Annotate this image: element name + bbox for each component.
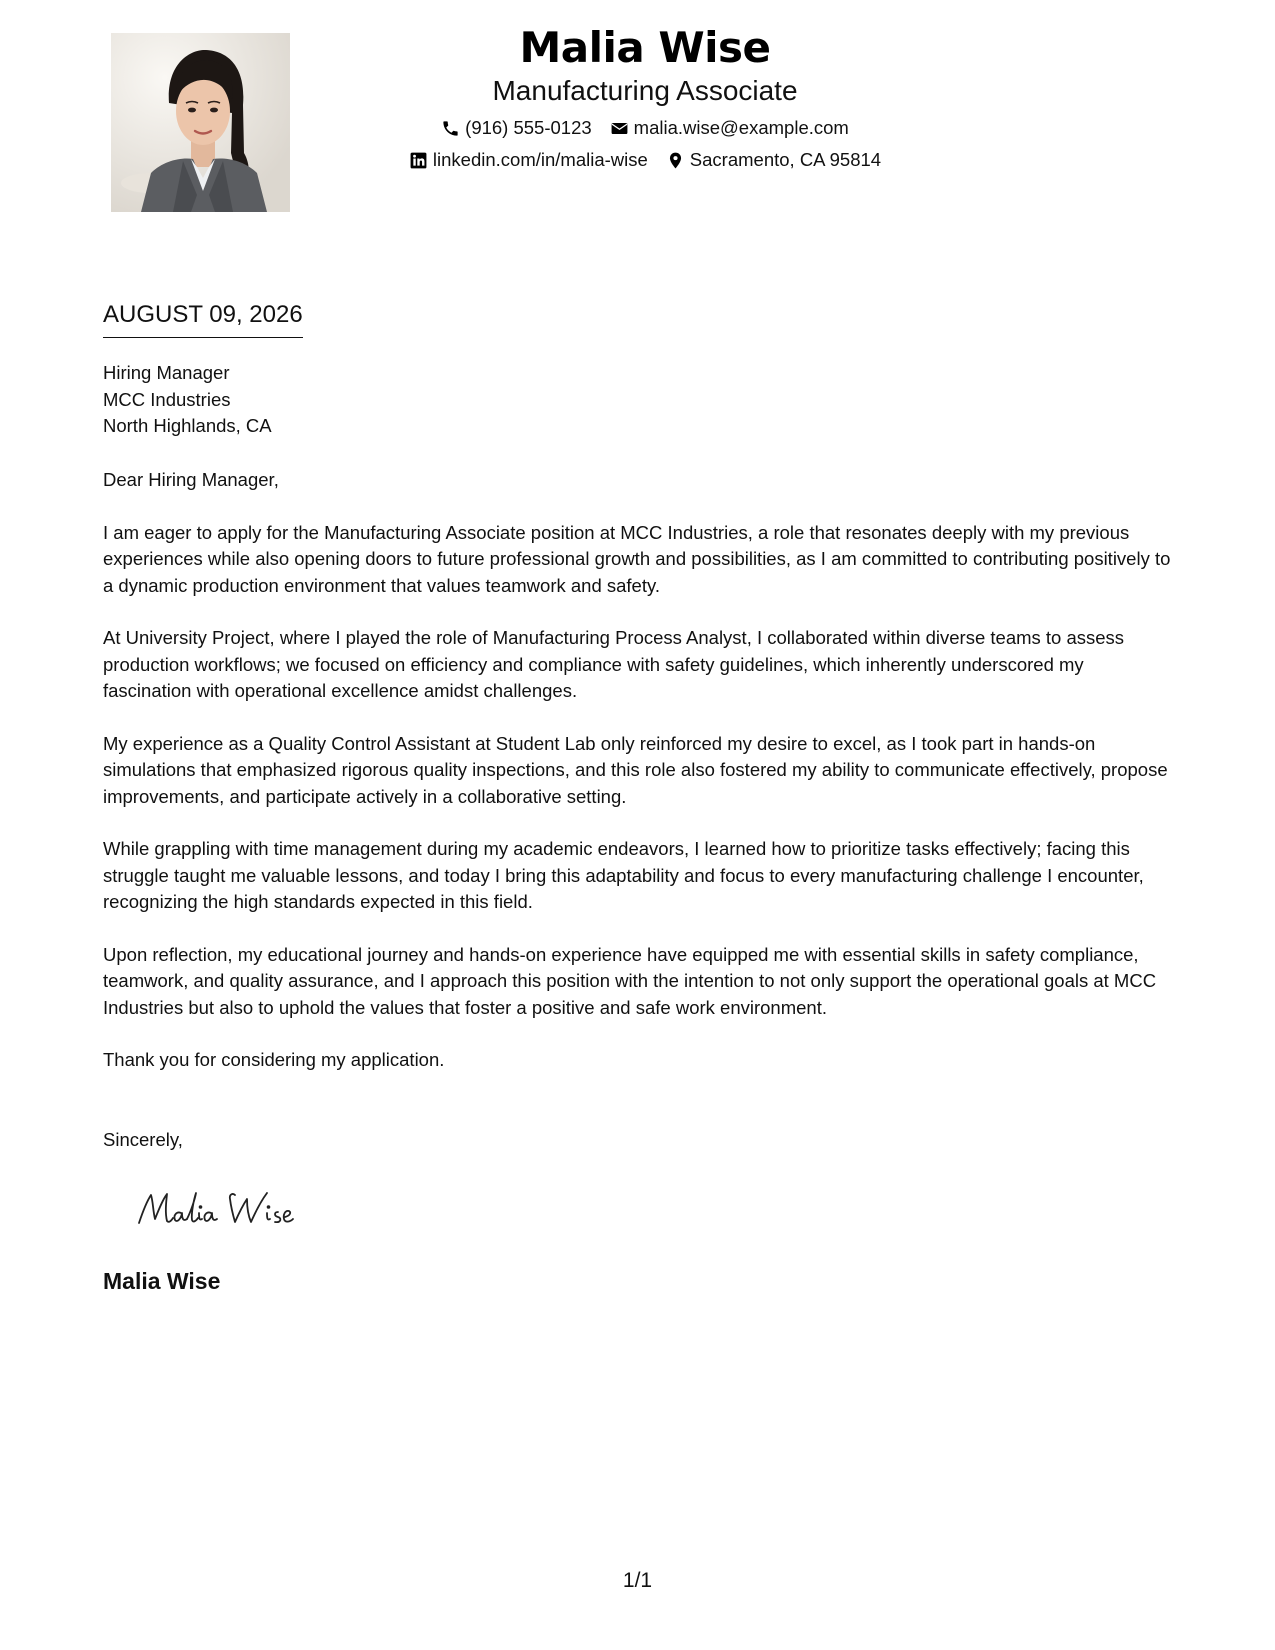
applicant-name: Malia Wise [519, 23, 771, 72]
page-number: 1/1 [622, 1569, 653, 1592]
linkedin-url[interactable]: linkedin.com/in/malia-wise [432, 149, 648, 170]
phone-icon [441, 119, 460, 138]
body-paragraph: While grappling with time management during my academic endeavors, I learned how to prioritize tasks effectively; facing this struggle taught me valuable lessons, and today I bring this adaptability and focus to every manufacturing challenge I encounter, recognizing the high standards expected in this field. [103, 838, 1144, 912]
recipient-company: MCC Industries [103, 388, 231, 410]
body-paragraph: Upon reflection, my educational journey and hands-on experience have equipped me with essential skills in safety compliance, teamwork, and quality assurance, and I approach this position with the intention to not only support the operational goals at MCC Industries but also to uphold the values that foster a positive and safe work environment. [103, 943, 1157, 1018]
recipient-location: North Highlands, CA [103, 415, 272, 436]
envelope-icon [610, 119, 629, 138]
linkedin-icon [409, 151, 428, 170]
contact-phone [441, 116, 592, 140]
body-paragraph: I am eager to apply for the Manufacturing Associate position at MCC Industries, a role that resonates deeply with my previous experiences while also opening doors to future professional growth and possibilities, as I am committed to contributing positively to a dynamic production environment that values teamwork and safety. [103, 521, 1171, 596]
salutation: Dear Hiring Manager, [103, 469, 279, 490]
recipient-title: Hiring Manager [103, 362, 230, 383]
contact-linkedin [409, 148, 648, 172]
body-paragraph: My experience as a Quality Control Assistant at Student Lab only reinforced my desire to excel, as I took part in hands-on simulations that emphasized rigorous quality inspections, and this role also fostered my ability to communicate effectively, propose improvements, and participate actively in a collaborative setting. [103, 732, 1168, 807]
letter-body [103, 467, 1173, 1100]
body-paragraph: At University Project, where I played the role of Manufacturing Process Analyst, I collaborated within diverse teams to assess production workflows; we focused on efficiency and compliance with safety guidelines, which inherently underscored my fascination with operational excellence amidst challenges. [103, 627, 1125, 701]
closing-line: Sincerely, [103, 1129, 183, 1150]
contact-email [610, 116, 849, 140]
closing-thanks: Thank you for considering my application. [103, 1049, 445, 1070]
handwritten-signature [133, 1185, 343, 1235]
letter-date: AUGUST 09, 2026 [103, 299, 303, 338]
phone-number: (916) 555-0123 [465, 117, 592, 138]
profile-photo [111, 33, 290, 212]
signer-name: Malia Wise [103, 1268, 221, 1294]
applicant-role: Manufacturing Associate [492, 75, 798, 106]
email-address[interactable]: malia.wise@example.com [633, 117, 849, 138]
contact-row-primary [300, 116, 990, 140]
map-pin-icon [666, 151, 685, 170]
location-text: Sacramento, CA 95814 [689, 149, 882, 170]
contact-location [666, 148, 881, 172]
letter-header [300, 20, 990, 172]
contact-row-secondary [300, 148, 990, 172]
recipient-block [103, 360, 272, 440]
